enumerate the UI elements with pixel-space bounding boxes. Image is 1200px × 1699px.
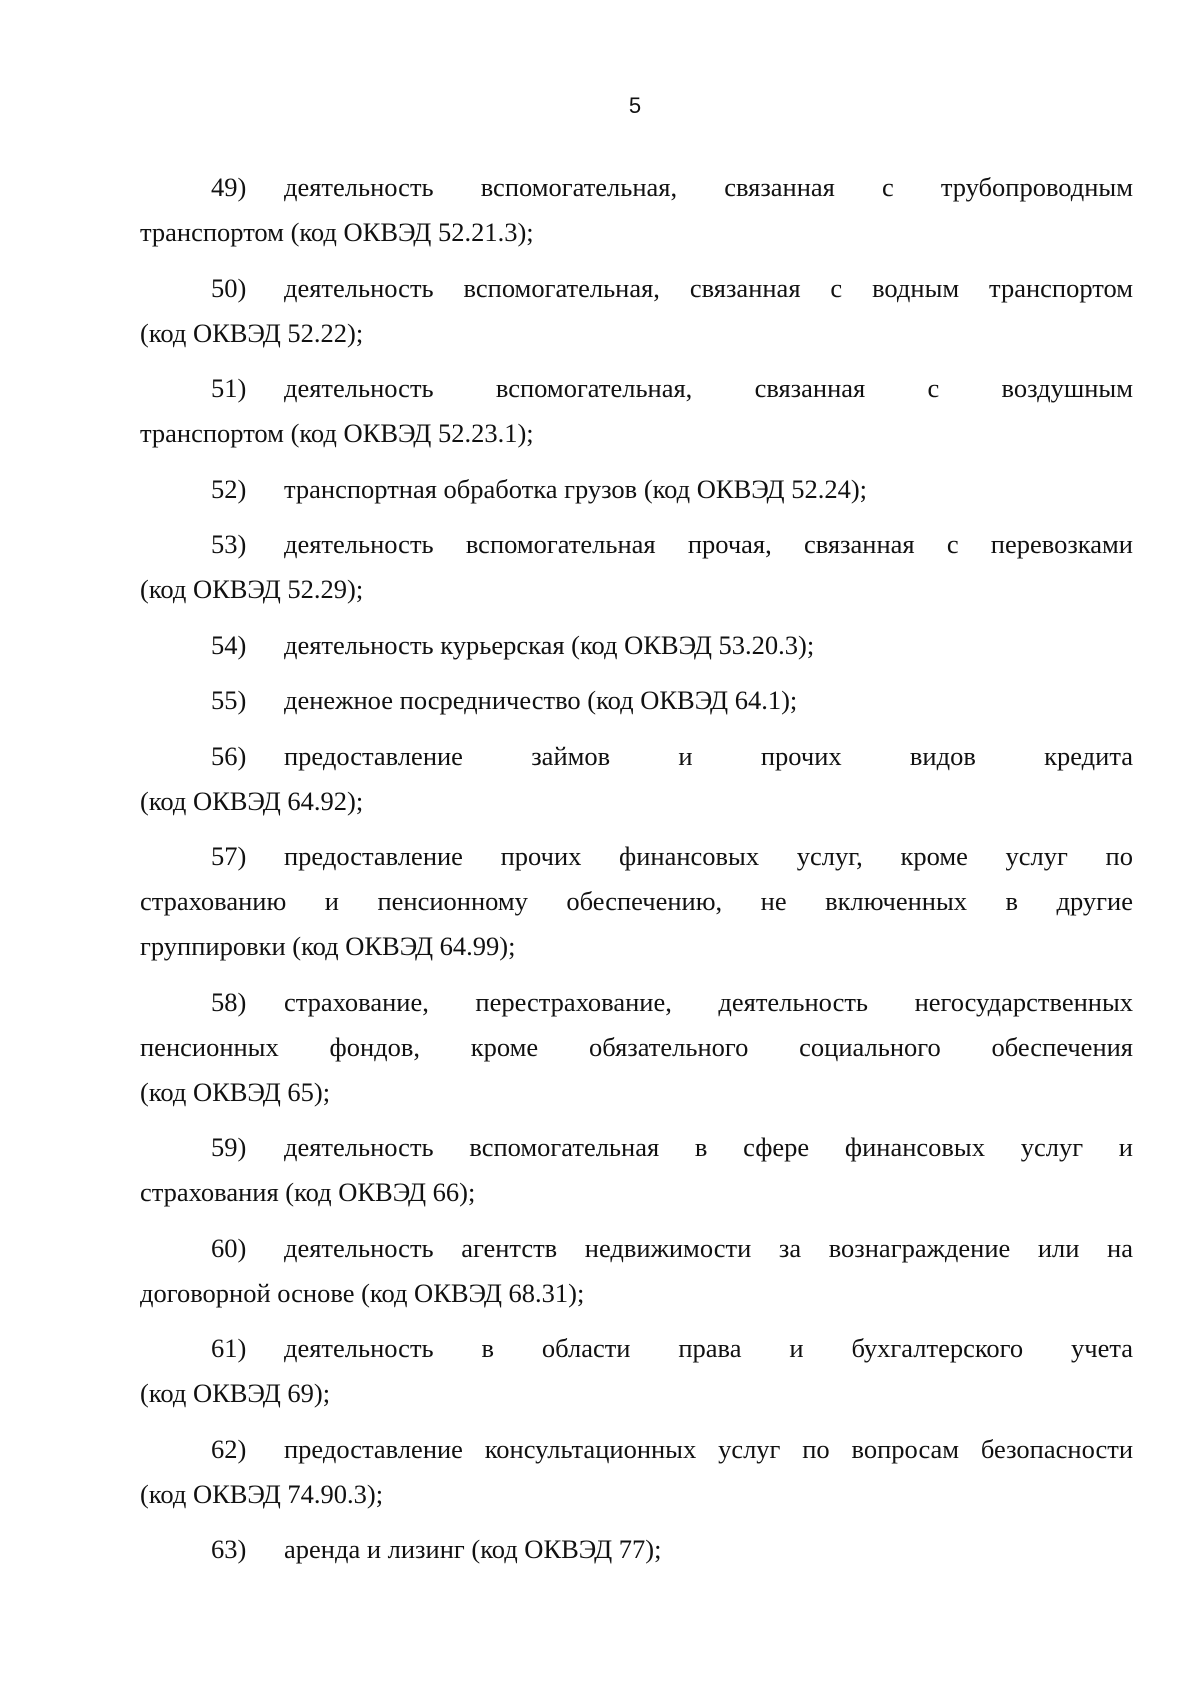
list-item-text: деятельность курьерская (код ОКВЭД 53.20.3); bbox=[284, 629, 815, 660]
list-item-number: 63) bbox=[211, 1534, 247, 1564]
list-item-first-line bbox=[140, 522, 1133, 567]
list-item-first-line bbox=[140, 1527, 1133, 1572]
list-item-number: 51) bbox=[211, 373, 247, 403]
list-item-first-line bbox=[140, 1226, 1133, 1271]
list-item bbox=[140, 1326, 1133, 1416]
list-item-text: аренда и лизинг (код ОКВЭД 77); bbox=[284, 1534, 662, 1564]
list-item-continuation: (код ОКВЭД 65); bbox=[140, 1076, 331, 1107]
list-item-continuation: (код ОКВЭД 64.92); bbox=[140, 785, 364, 816]
list-item-first-line bbox=[140, 1125, 1133, 1170]
list-item-first-line bbox=[140, 734, 1133, 779]
list-item-first-line bbox=[140, 678, 1133, 723]
list-item-text: деятельность вспомогательная, связанная с водным транспортом bbox=[284, 272, 1133, 303]
list-item-number: 49) bbox=[211, 172, 247, 202]
list-item bbox=[140, 467, 1133, 512]
list-item bbox=[140, 1527, 1133, 1572]
list-item-continuation: (код ОКВЭД 74.90.3); bbox=[140, 1478, 384, 1509]
list-item bbox=[140, 980, 1133, 1115]
list-item-number: 57) bbox=[211, 841, 247, 871]
list-item-continuation: (код ОКВЭД 52.29); bbox=[140, 574, 364, 604]
list-item-text: предоставление консультационных услуг по вопросам безопасности bbox=[284, 1433, 1133, 1464]
list-item-first-line bbox=[140, 165, 1133, 210]
list-item-continuation: страхованию и пенсионному обеспечению, не включенных в другие bbox=[140, 886, 1133, 916]
list-item bbox=[140, 678, 1133, 723]
list-item-text: предоставление прочих финансовых услуг, кроме услуг по bbox=[284, 841, 1133, 871]
list-item-number: 59) bbox=[211, 1132, 247, 1162]
list-item-number: 53) bbox=[211, 529, 247, 559]
list-item-first-line bbox=[140, 1326, 1133, 1371]
list-item-first-line bbox=[140, 467, 1133, 512]
list-item-text: деятельность в области права и бухгалтерского учета bbox=[284, 1333, 1133, 1363]
list-item-first-line bbox=[140, 266, 1133, 311]
list-item bbox=[140, 834, 1133, 969]
list-item-number: 55) bbox=[211, 685, 247, 715]
list-item-text: деятельность вспомогательная в сфере финансовых услуг и bbox=[284, 1132, 1133, 1162]
list-item-first-line bbox=[140, 1427, 1133, 1472]
page-number: 5 bbox=[628, 93, 642, 118]
list-item-text: предоставление займов и прочих видов кредита bbox=[284, 740, 1133, 771]
list-item bbox=[140, 734, 1133, 824]
list-item-continuation: пенсионных фондов, кроме обязательного социального обеспечения bbox=[140, 1031, 1133, 1062]
list-item-number: 54) bbox=[211, 629, 247, 660]
list-item-first-line bbox=[140, 980, 1133, 1025]
list-item-text: деятельность агентств недвижимости за вознаграждение или на bbox=[284, 1232, 1133, 1263]
list-item-first-line bbox=[140, 366, 1133, 411]
list-item-number: 52) bbox=[211, 473, 247, 504]
list-item-text: транспортная обработка грузов (код ОКВЭД 52.24); bbox=[284, 473, 868, 504]
list-item-first-line bbox=[140, 834, 1133, 879]
list-item bbox=[140, 366, 1133, 456]
list-item-first-line bbox=[140, 623, 1133, 668]
document-body bbox=[140, 165, 1133, 1583]
list-item-continuation: транспортом (код ОКВЭД 52.21.3); bbox=[140, 217, 534, 247]
list-item-text: деятельность вспомогательная, связанная с трубопроводным bbox=[284, 172, 1133, 202]
list-item-number: 60) bbox=[211, 1232, 247, 1263]
list-item-continuation: (код ОКВЭД 52.22); bbox=[140, 317, 364, 348]
list-item-text: деятельность вспомогательная, связанная с воздушным bbox=[284, 373, 1133, 403]
list-item bbox=[140, 165, 1133, 255]
list-item-continuation: страхования (код ОКВЭД 66); bbox=[140, 1177, 476, 1207]
list-item bbox=[140, 1125, 1133, 1215]
list-item-continuation: (код ОКВЭД 69); bbox=[140, 1378, 331, 1408]
list-item bbox=[140, 1427, 1133, 1517]
list-item-text: страхование, перестрахование, деятельность негосударственных bbox=[284, 986, 1133, 1017]
list-item-continuation: группировки (код ОКВЭД 64.99); bbox=[140, 931, 516, 961]
list-item-text: деятельность вспомогательная прочая, связанная с перевозками bbox=[284, 529, 1133, 559]
list-item bbox=[140, 623, 1133, 668]
list-item-number: 62) bbox=[211, 1433, 247, 1464]
list-item bbox=[140, 266, 1133, 356]
list-item-continuation: транспортом (код ОКВЭД 52.23.1); bbox=[140, 418, 534, 448]
list-item bbox=[140, 1226, 1133, 1316]
list-item-text: денежное посредничество (код ОКВЭД 64.1); bbox=[284, 685, 798, 715]
list-item bbox=[140, 522, 1133, 612]
list-item-number: 50) bbox=[211, 272, 247, 303]
list-item-continuation: договорной основе (код ОКВЭД 68.31); bbox=[140, 1277, 585, 1308]
list-item-number: 58) bbox=[211, 986, 247, 1017]
list-item-number: 61) bbox=[211, 1333, 247, 1363]
list-item-number: 56) bbox=[211, 740, 247, 771]
